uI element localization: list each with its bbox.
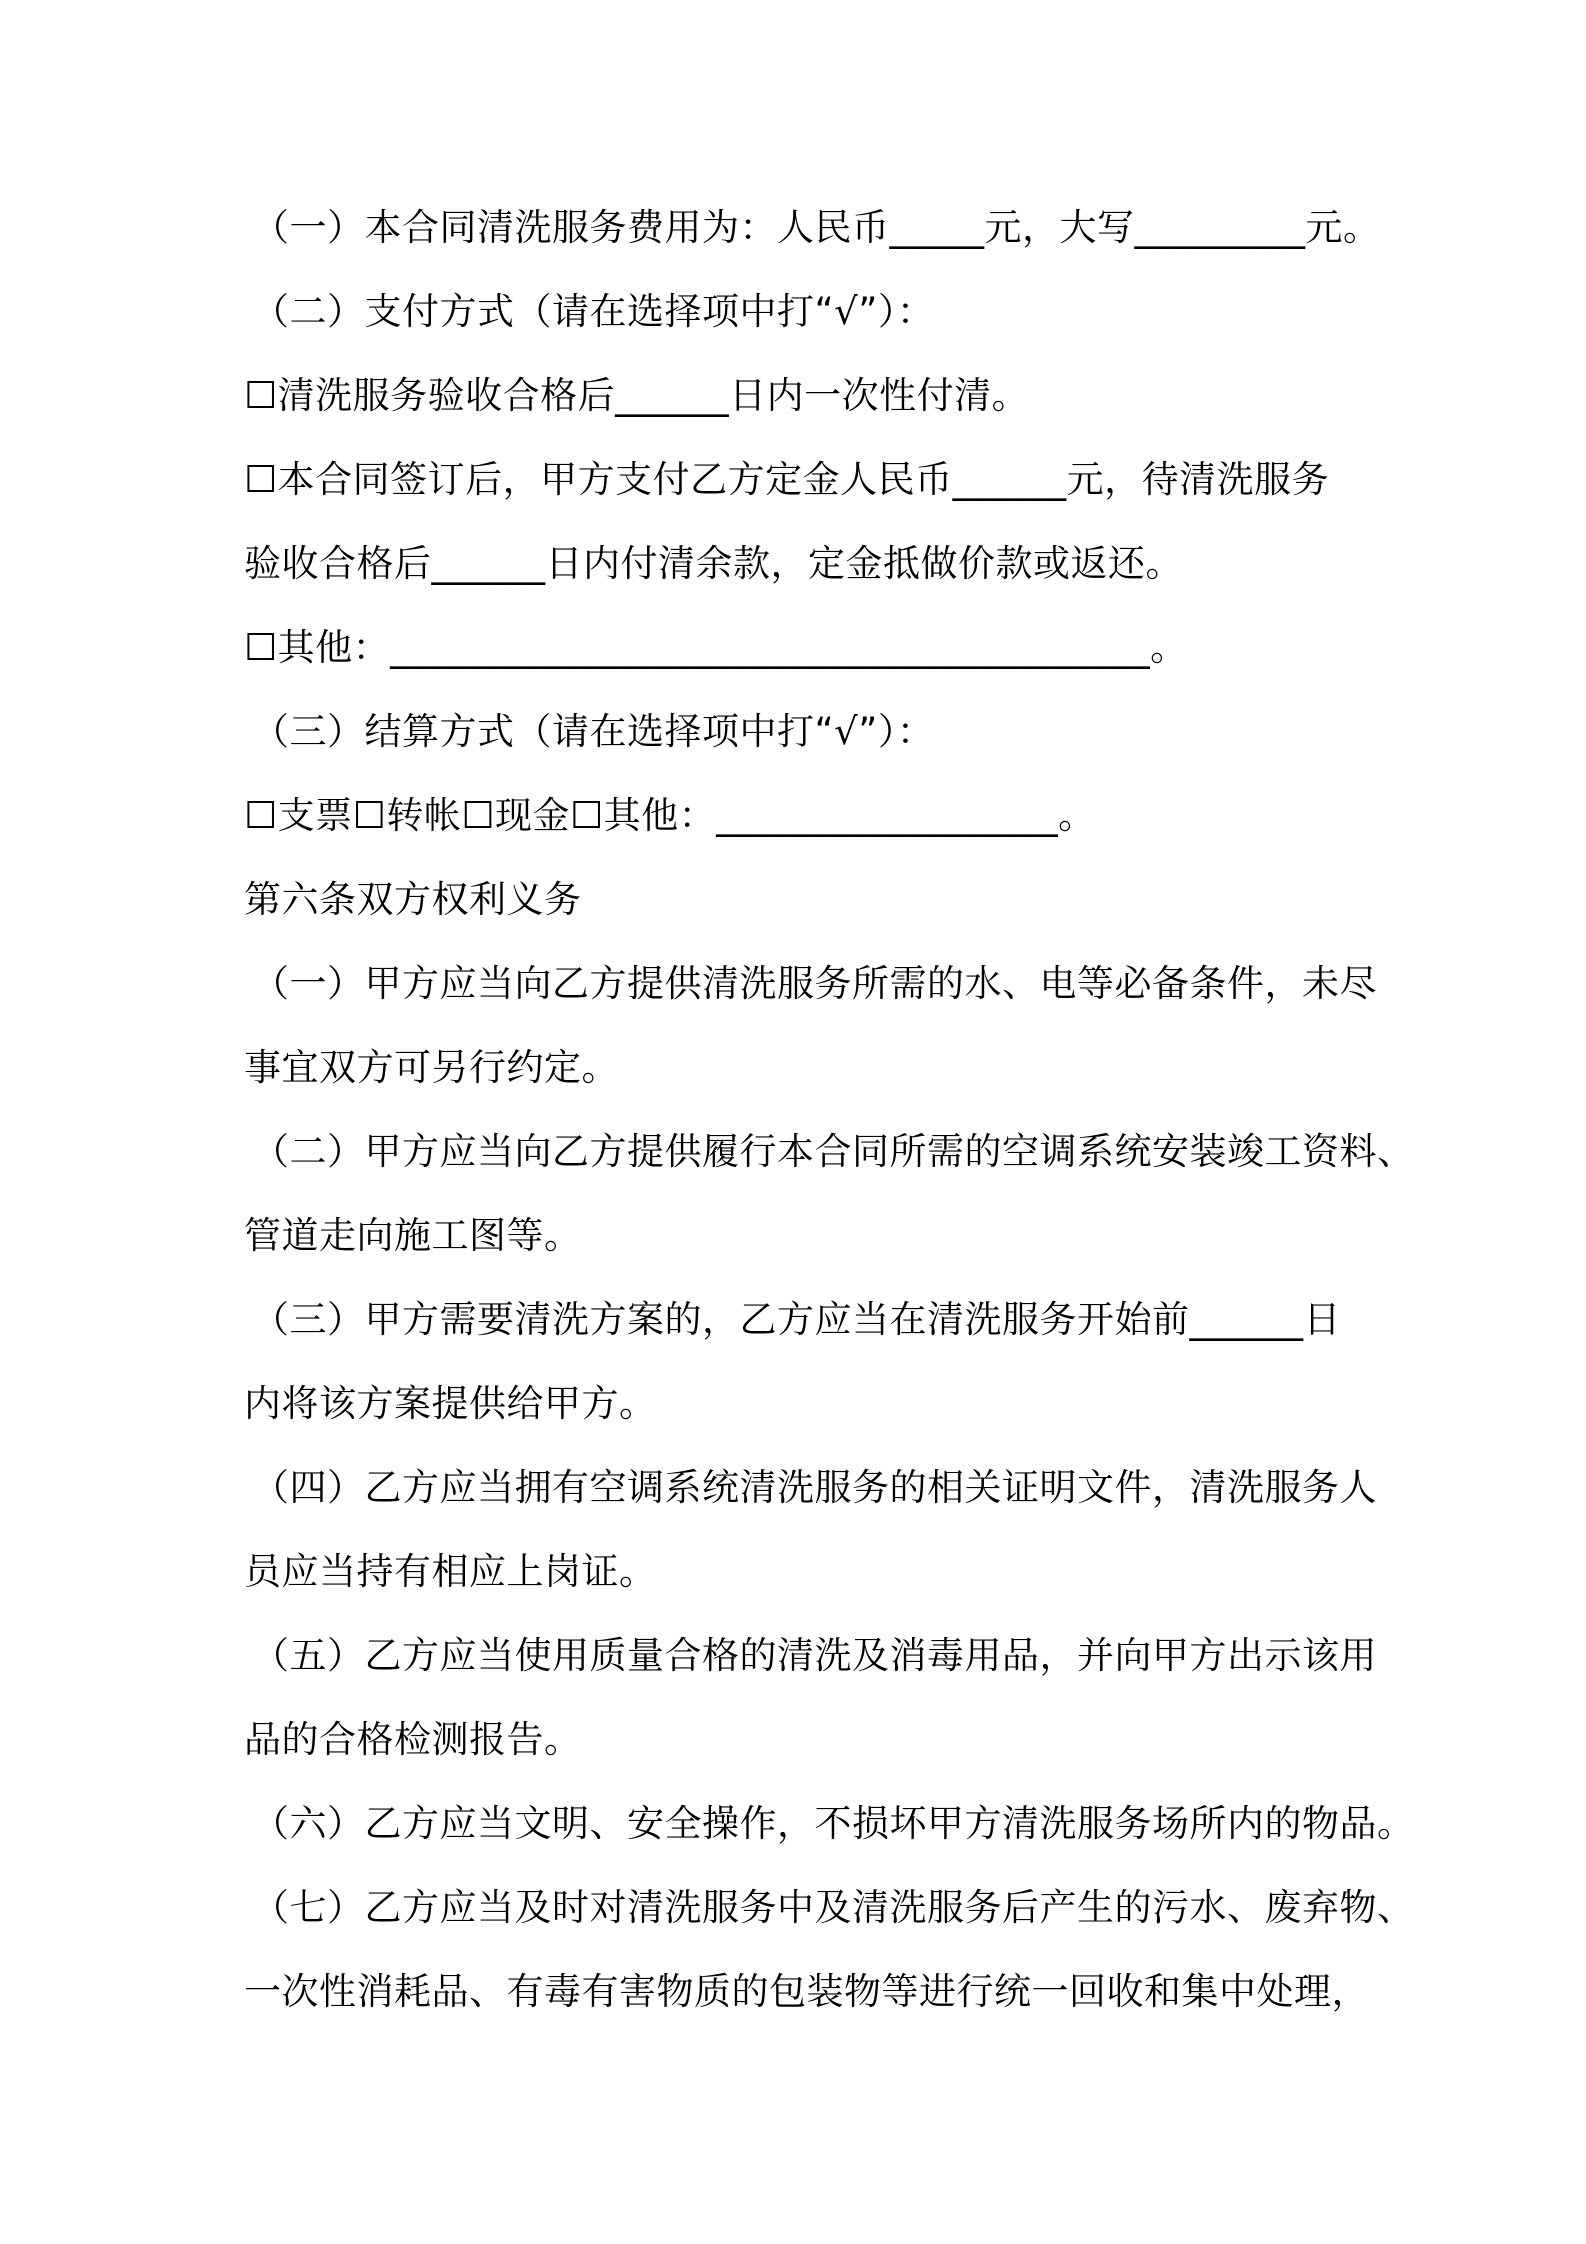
obligation-6: （六）乙方应当文明、安全操作，不损坏甲方清洗服务场所内的物品。	[252, 1802, 1415, 1845]
obligation-3: （三）甲方需要清洗方案的，乙方应当在清洗服务开始前______日	[252, 1298, 1341, 1341]
obligation-5-continued: 品的合格检测报告。	[244, 1718, 582, 1761]
settlement-method-heading: （三）结算方式（请在选择项中打“√”）：	[252, 710, 935, 753]
fee-clause: （一）本合同清洗服务费用为：人民币_____元，大写_________元。	[252, 206, 1381, 249]
payment-option-lump-sum: ☐清洗服务验收合格后______日内一次性付清。	[244, 374, 1030, 417]
obligation-7: （七）乙方应当及时对清洗服务中及清洗服务后产生的污水、废弃物、	[252, 1886, 1415, 1929]
obligation-1: （一）甲方应当向乙方提供清洗服务所需的水、电等必备条件，未尽	[252, 962, 1377, 1005]
obligation-2-continued: 管道走向施工图等。	[244, 1214, 582, 1257]
payment-option-deposit-continued: 验收合格后______日内付清余款，定金抵做价款或返还。	[244, 542, 1183, 585]
article-six-title: 第六条双方权利义务	[244, 878, 582, 921]
payment-option-other: ☐其他：________________________________________。	[244, 626, 1188, 669]
obligation-1-continued: 事宜双方可另行约定。	[244, 1046, 619, 1089]
obligation-4-continued: 员应当持有相应上岗证。	[244, 1550, 657, 1593]
obligation-3-continued: 内将该方案提供给甲方。	[244, 1382, 657, 1425]
obligation-2: （二）甲方应当向乙方提供履行本合同所需的空调系统安装竣工资料、	[252, 1130, 1415, 1173]
payment-method-heading: （二）支付方式（请在选择项中打“√”）：	[252, 290, 935, 333]
obligation-4: （四）乙方应当拥有空调系统清洗服务的相关证明文件，清洗服务人	[252, 1466, 1377, 1509]
payment-option-deposit: ☐本合同签订后，甲方支付乙方定金人民币______元，待清洗服务	[244, 458, 1330, 501]
settlement-options: ☐支票☐转帐☐现金☐其他：__________________。	[244, 794, 1096, 837]
obligation-7-continued: 一次性消耗品、有毒有害物质的包装物等进行统一回收和集中处理，	[244, 1970, 1369, 2013]
obligation-5: （五）乙方应当使用质量合格的清洗及消毒用品，并向甲方出示该用	[252, 1634, 1377, 1677]
